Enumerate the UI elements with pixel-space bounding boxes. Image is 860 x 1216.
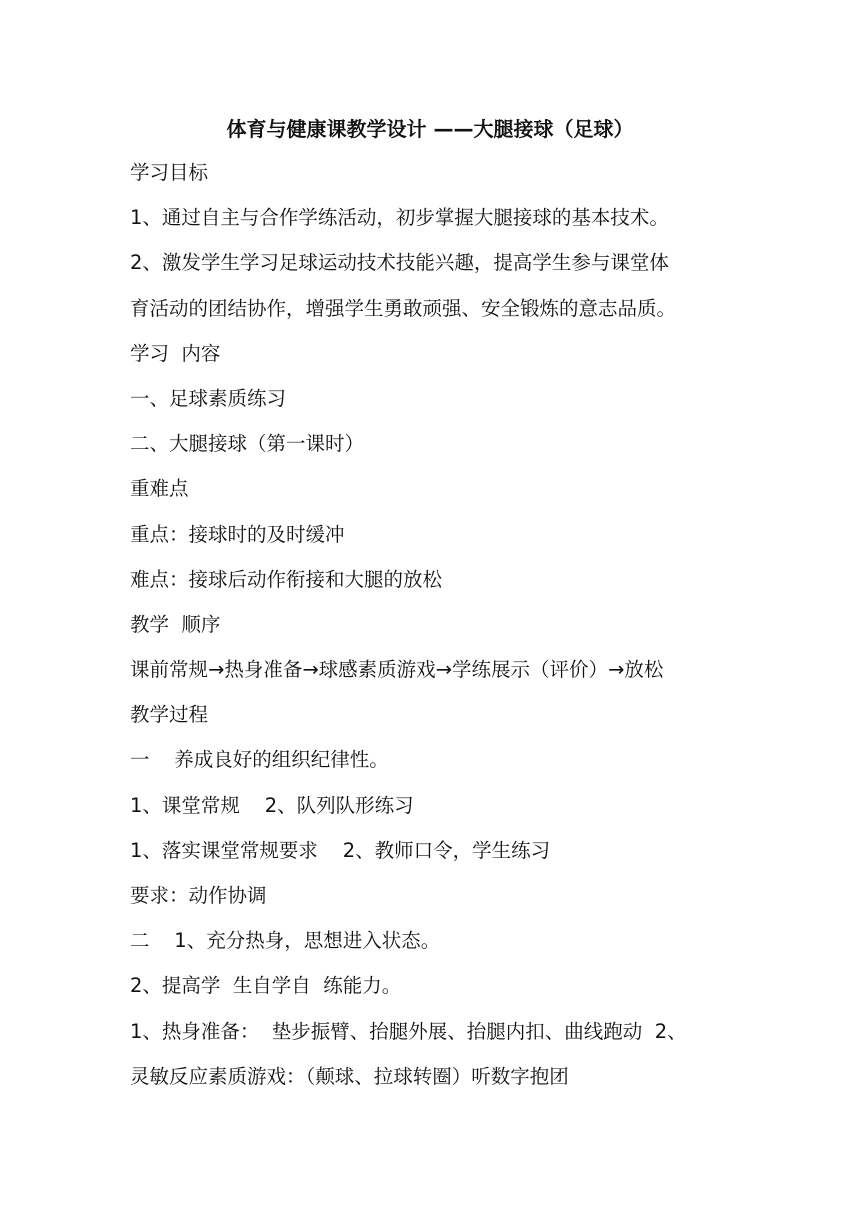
- document-body: [130, 150, 735, 1099]
- section-heading-teaching-order: 教学 顺序: [130, 612, 221, 636]
- teaching-order-flow: 课前常规→热身准备→球感素质游戏→学练展示（评价）→放松: [130, 658, 664, 682]
- process-part-2-goal-1: 二 1、充分热身，思想进入状态。: [130, 929, 441, 953]
- process-part-1-method: 1、落实课堂常规要求 2、教师口令，学生练习: [130, 838, 551, 862]
- goal-item-1: 1、通过自主与合作学练活动，初步掌握大腿接球的基本技术。: [130, 206, 669, 230]
- difficulty-point: 难点：接球后动作衔接和大腿的放松: [130, 567, 443, 591]
- goal-item-2-continued: 育活动的团结协作，增强学生勇敢顽强、安全锻炼的意志品质。: [130, 296, 677, 320]
- process-part-1-goal: 一 养成良好的组织纪律性。: [130, 748, 389, 772]
- process-part-2-content: 1、热身准备： 垫步振臂、抬腿外展、抬腿内扣、曲线跑动 2、: [130, 1019, 687, 1043]
- process-part-2-content-continued: 灵敏反应素质游戏：（颠球、拉球转圈）听数字抱团: [130, 1064, 569, 1088]
- document-title: 体育与健康课教学设计 ——大腿接球（足球）: [226, 117, 634, 141]
- content-item-1: 一、足球素质练习: [130, 386, 287, 410]
- section-heading-learning-content: 学习 内容: [130, 341, 221, 365]
- process-part-1-requirement: 要求：动作协调: [130, 884, 267, 907]
- key-point: 重点：接球时的及时缓冲: [130, 522, 345, 546]
- section-heading-key-difficulties: 重难点: [130, 477, 189, 501]
- process-part-2-goal-2: 2、提高学 生自学自 练能力。: [130, 974, 402, 998]
- section-heading-teaching-process: 教学过程: [130, 703, 209, 727]
- process-part-1-content: 1、课堂常规 2、队列队形练习: [130, 793, 414, 817]
- content-item-2: 二、大腿接球（第一课时）: [130, 432, 365, 456]
- goal-item-2: 2、激发学生学习足球运动技术技能兴趣，提高学生参与课堂体: [130, 251, 669, 275]
- section-heading-learning-goals: 学习目标: [130, 161, 209, 184]
